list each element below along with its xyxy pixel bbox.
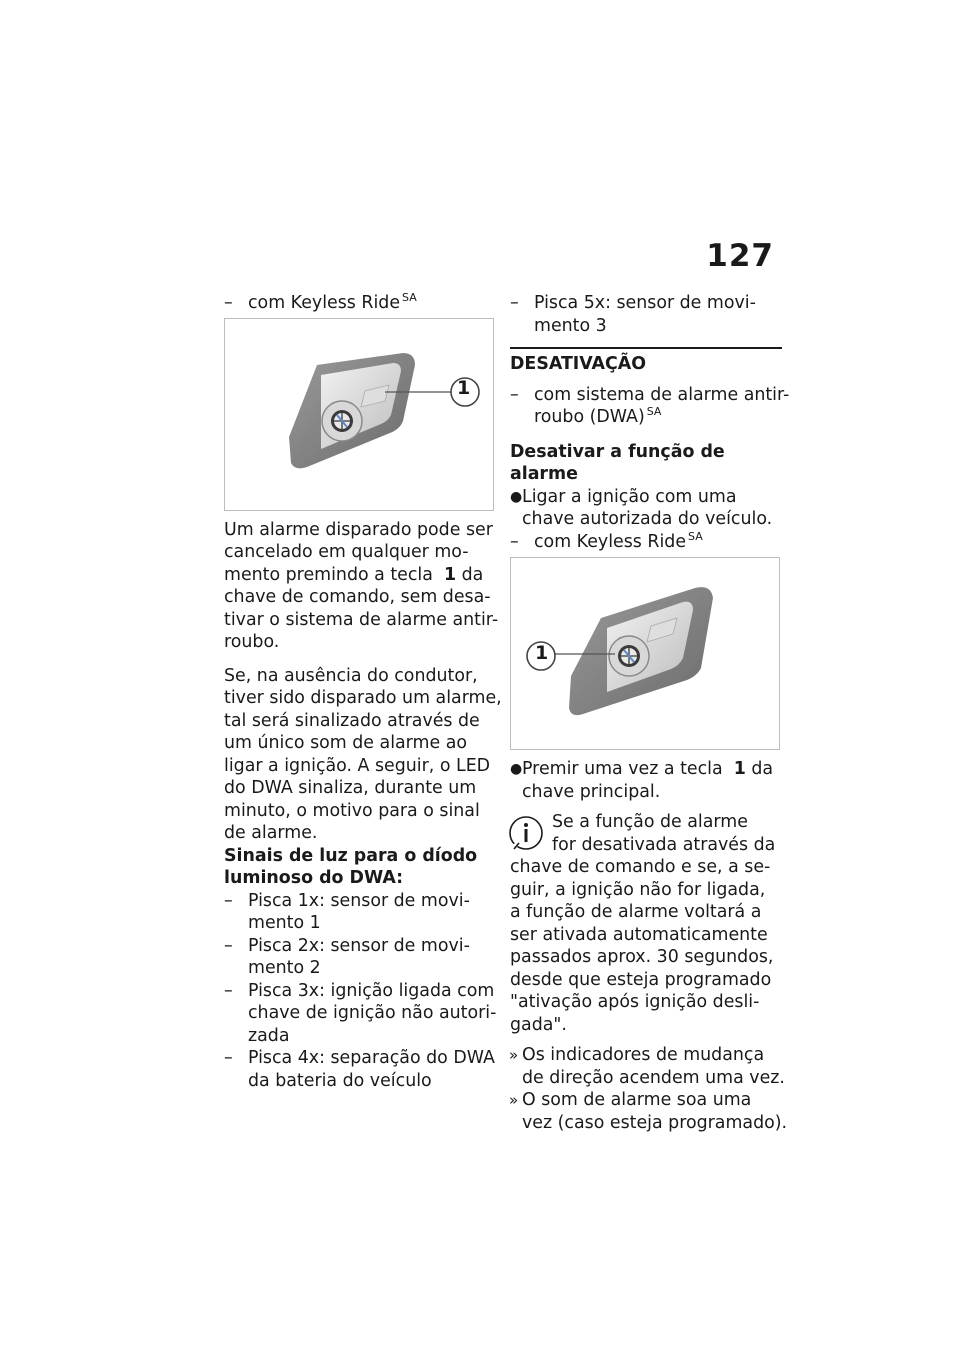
section-title: DESATIVAÇÃO <box>510 347 782 376</box>
keyless-ride-condition: – com Keyless Ride $^{SA}$ <box>224 291 417 313</box>
key-fob-figure-1 <box>224 318 494 511</box>
figure2-callout-label: 1 <box>535 642 549 664</box>
alarm-absence-paragraph: Se, na ausência do condutor, tiver sido disparado um alarme, tal será sinalizado através de um único som de alarme ao ligar a ignição. A seguir, o LED do DWA sinaliza, durante um minuto, o motivo para o sinal de alarme. <box>224 665 502 843</box>
key-fob-illustration <box>511 558 779 749</box>
key-reference: 1 <box>443 564 457 585</box>
right-column <box>509 292 790 1134</box>
info-icon <box>508 815 544 851</box>
sa-mark: SA <box>402 291 417 304</box>
dwa-condition: – com sistema de alarme antir- roubo (DWA) $^{SA}$ <box>510 384 790 427</box>
alarm-cancel-paragraph: Um alarme disparado pode ser cancelado em qualquer mo- mento premindo a tecla 1 da chave de comando, sem desa- tivar o sistema de alarme antir- roubo. <box>224 519 499 652</box>
info-note: Se a função de alarme for desativada através da chave de comando e se, a se- guir, a ignição não for ligada, a função de alarme voltará a ser ativada automaticamente passados aprox. 30 segundos, desde que esteja programado "ativação após ignição desli- gada". <box>510 812 776 1035</box>
result-item: » Os indicadores de mudança de direção acendem uma vez. <box>509 1045 785 1088</box>
sa-mark: SA <box>688 529 703 543</box>
key-fob-illustration <box>225 319 493 510</box>
signals-heading: Sinais de luz para o díodo luminoso do DWA: <box>224 845 478 888</box>
signals-list <box>224 890 497 1093</box>
key-fob-figure-2 <box>510 557 780 750</box>
list-item: – Pisca 2x: sensor de movi- mento 2 <box>224 935 470 978</box>
list-item: – Pisca 3x: ignição ligada com chave de ignição não autori- zada <box>224 980 497 1046</box>
keyless-ride-condition: – com Keyless Ride $^{SA}$ <box>510 529 703 552</box>
results-list <box>509 1044 788 1134</box>
subheading: Desativar a função de alarme <box>510 441 725 484</box>
step-item: ● Premir uma vez a tecla 1 da chave principal. <box>510 759 774 802</box>
key-reference: 1 <box>733 759 746 779</box>
list-item: – Pisca 4x: separação do DWA da bateria do veículo <box>224 1048 495 1091</box>
left-column <box>224 291 502 1092</box>
figure1-callout-label: 1 <box>457 376 471 399</box>
sa-mark: SA <box>646 405 662 418</box>
page-number: 127 <box>706 238 774 274</box>
result-item: » O som de alarme soa uma vez (caso esteja programado). <box>509 1090 788 1133</box>
list-item: – Pisca 5x: sensor de movi- mento 3 <box>510 293 756 336</box>
list-item: – Pisca 1x: sensor de movi- mento 1 <box>224 890 470 933</box>
step-item: ● Ligar a ignição com uma chave autorizada do veículo. <box>510 486 773 529</box>
